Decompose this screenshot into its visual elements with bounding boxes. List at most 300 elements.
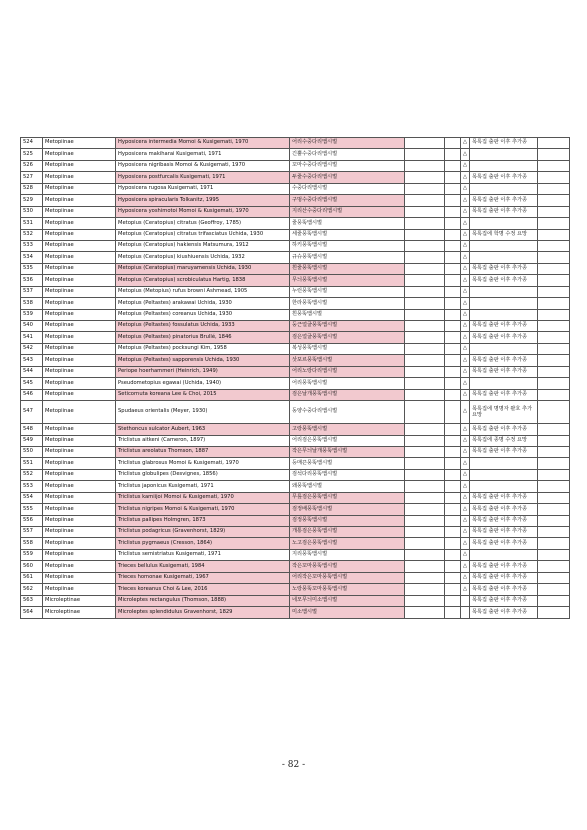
empty-cell: [405, 572, 445, 583]
empty-cell: [538, 206, 570, 217]
empty-cell: [405, 218, 445, 229]
mark-cell: △: [461, 183, 470, 194]
subfamily-cell: Metopiinae: [43, 366, 116, 377]
species-cell: Trieces bellulus Kusigemati, 1984: [116, 561, 290, 572]
mark-cell: △: [461, 401, 470, 424]
korean-name-cell: 고랑뭉뚝맵시벌: [290, 424, 405, 435]
species-cell: Metopius (Ceratopius) maruyamensis Uchida, 1930: [116, 263, 290, 274]
empty-cell: [538, 218, 570, 229]
species-cell: Trieces koreanus Choi & Lee, 2016: [116, 584, 290, 595]
table-row: [21, 366, 570, 377]
korean-name-cell: 검정뭉뚝맵시벌: [290, 515, 405, 526]
mark-cell: △: [461, 446, 470, 457]
subfamily-cell: Metopiinae: [43, 435, 116, 446]
mark-cell: △: [461, 355, 470, 366]
row-number: 554: [21, 492, 43, 503]
mark-cell: △: [461, 481, 470, 492]
table-row: [21, 355, 570, 366]
row-number: 535: [21, 263, 43, 274]
empty-cell: [445, 607, 461, 618]
empty-cell: [405, 458, 445, 469]
note-cell: 목록집 출판 이후 추가종: [470, 195, 538, 206]
empty-cell: [538, 160, 570, 171]
empty-cell: [445, 138, 461, 149]
mark-cell: △: [461, 321, 470, 332]
empty-cell: [538, 389, 570, 400]
row-number: 550: [21, 446, 43, 457]
table-row: [21, 286, 570, 297]
mark-cell: △: [461, 435, 470, 446]
empty-cell: [538, 561, 570, 572]
note-cell: 목록집 출판 이후 추가종: [470, 527, 538, 538]
subfamily-cell: Metopiinae: [43, 561, 116, 572]
korean-name-cell: 수중다리맵시벌: [290, 183, 405, 194]
species-cell: Triclistus glabrosus Momoi & Kusigemati, 1970: [116, 458, 290, 469]
empty-cell: [445, 275, 461, 286]
table-row: [21, 160, 570, 171]
species-cell: Triclistus semistriatus Kusigemati, 1971: [116, 549, 290, 560]
table-row: [21, 206, 570, 217]
table-row: [21, 195, 570, 206]
korean-name-cell: 무늬뭉뚝맵시벌: [290, 275, 405, 286]
empty-cell: [445, 183, 461, 194]
subfamily-cell: Metopiinae: [43, 252, 116, 263]
empty-cell: [538, 538, 570, 549]
empty-cell: [445, 378, 461, 389]
korean-name-cell: 검석다리뭉뚝맵시벌: [290, 469, 405, 480]
table-row: [21, 321, 570, 332]
table-row: [21, 389, 570, 400]
subfamily-cell: Metopiinae: [43, 572, 116, 583]
note-cell: [470, 458, 538, 469]
mark-cell: △: [461, 286, 470, 297]
empty-cell: [538, 275, 570, 286]
korean-name-cell: 흰뭉뚝맵시벌: [290, 309, 405, 320]
table-row: [21, 595, 570, 606]
species-cell: Metopius (Peltastes) sapporensis Uchida, 1930: [116, 355, 290, 366]
species-cell: Hyposicera spiracularis Tolkanitz, 1995: [116, 195, 290, 206]
subfamily-cell: Metopiinae: [43, 389, 116, 400]
note-cell: [470, 481, 538, 492]
empty-cell: [405, 492, 445, 503]
empty-cell: [405, 240, 445, 251]
row-number: 539: [21, 309, 43, 320]
empty-cell: [405, 584, 445, 595]
mark-cell: △: [461, 252, 470, 263]
mark-cell: △: [461, 492, 470, 503]
species-cell: Hyposicera yoshimotoi Momoi & Kusigemati, 1970: [116, 206, 290, 217]
korean-name-cell: 무릎검은뭉뚝맵시벌: [290, 492, 405, 503]
species-cell: Hyposicera nigribasis Momoi & Kusigemati, 1970: [116, 160, 290, 171]
empty-cell: [405, 549, 445, 560]
mark-cell: △: [461, 275, 470, 286]
row-number: 544: [21, 366, 43, 377]
subfamily-cell: Metopiinae: [43, 263, 116, 274]
note-cell: 목록집에 명명자 괄호 추가 요망: [470, 401, 538, 424]
korean-name-cell: 어리노랑다리맵시벌: [290, 366, 405, 377]
subfamily-cell: Metopiinae: [43, 481, 116, 492]
mark-cell: △: [461, 298, 470, 309]
row-number: 532: [21, 229, 43, 240]
row-number: 534: [21, 252, 43, 263]
korean-name-cell: 작은꼬마뭉뚝맵시벌: [290, 561, 405, 572]
note-cell: 목록집 출판 이후 추가종: [470, 389, 538, 400]
row-number: 537: [21, 286, 43, 297]
mark-cell: △: [461, 504, 470, 515]
note-cell: 목록집 출판 이후 추가종: [470, 263, 538, 274]
empty-cell: [538, 183, 570, 194]
subfamily-cell: Metopiinae: [43, 218, 116, 229]
table-row: [21, 515, 570, 526]
row-number: 530: [21, 206, 43, 217]
korean-name-cell: 등매끈뭉뚝맵시벌: [290, 458, 405, 469]
subfamily-cell: Microleptinae: [43, 595, 116, 606]
species-cell: Spudaeus orientalis (Meyer, 1930): [116, 401, 290, 424]
empty-cell: [445, 584, 461, 595]
empty-cell: [405, 538, 445, 549]
empty-cell: [538, 149, 570, 160]
empty-cell: [538, 332, 570, 343]
table-row: [21, 263, 570, 274]
empty-cell: [405, 481, 445, 492]
empty-cell: [538, 195, 570, 206]
note-cell: 목록집에 종명 수정 요망: [470, 435, 538, 446]
korean-name-cell: 어리검은뭉뚝맵시벌: [290, 435, 405, 446]
empty-cell: [445, 298, 461, 309]
empty-cell: [405, 424, 445, 435]
species-cell: Triclistus podagricus (Gravenhorst, 1829): [116, 527, 290, 538]
table-row: [21, 607, 570, 618]
table-row: [21, 275, 570, 286]
species-table: [20, 137, 570, 619]
korean-name-cell: 지리뭉뚝맵시벌: [290, 549, 405, 560]
empty-cell: [445, 229, 461, 240]
mark-cell: △: [461, 515, 470, 526]
row-number: 540: [21, 321, 43, 332]
table-row: [21, 218, 570, 229]
species-cell: Metopius (Metopius) rufus browni Ashmead, 1905: [116, 286, 290, 297]
empty-cell: [445, 389, 461, 400]
species-cell: Metopius (Ceratopius) citratus trifasciatus Uchida, 1930: [116, 229, 290, 240]
species-cell: Triclistus globulipes (Desvignes, 1856): [116, 469, 290, 480]
empty-cell: [445, 252, 461, 263]
mark-cell: △: [461, 343, 470, 354]
species-cell: Metopius (Peltastes) coreanus Uchida, 1930: [116, 309, 290, 320]
species-cell: Metopius (Peltastes) pocksungi Kim, 1958: [116, 343, 290, 354]
korean-name-cell: 한라뭉뚝맵시벌: [290, 298, 405, 309]
korean-name-cell: 노랑뭉뚝꼬마뭉뚝맵시벌: [290, 584, 405, 595]
subfamily-cell: Metopiinae: [43, 401, 116, 424]
mark-cell: △: [461, 263, 470, 274]
subfamily-cell: Metopiinae: [43, 549, 116, 560]
note-cell: [470, 549, 538, 560]
empty-cell: [538, 515, 570, 526]
mark-cell: [461, 607, 470, 618]
empty-cell: [405, 366, 445, 377]
korean-name-cell: 하키뭉뚝맵시벌: [290, 240, 405, 251]
row-number: 536: [21, 275, 43, 286]
note-cell: 목록집에 학명 수정 요망: [470, 229, 538, 240]
empty-cell: [538, 527, 570, 538]
empty-cell: [405, 138, 445, 149]
row-number: 555: [21, 504, 43, 515]
mark-cell: △: [461, 549, 470, 560]
empty-cell: [445, 218, 461, 229]
korean-name-cell: 꼬마수중다리맵시벌: [290, 160, 405, 171]
table-row: [21, 378, 570, 389]
note-cell: [470, 378, 538, 389]
korean-name-cell: 왜뭉뚝맵시벌: [290, 481, 405, 492]
mark-cell: △: [461, 229, 470, 240]
korean-name-cell: 두줄수중다리맵시벌: [290, 172, 405, 183]
table-row: [21, 561, 570, 572]
mark-cell: △: [461, 561, 470, 572]
subfamily-cell: Metopiinae: [43, 504, 116, 515]
species-cell: Periope hoerhammeri (Heinrich, 1949): [116, 366, 290, 377]
mark-cell: △: [461, 218, 470, 229]
subfamily-cell: Metopiinae: [43, 298, 116, 309]
subfamily-cell: Metopiinae: [43, 458, 116, 469]
table-row: [21, 240, 570, 251]
empty-cell: [445, 309, 461, 320]
subfamily-cell: Metopiinae: [43, 309, 116, 320]
note-cell: 목록집 출판 이후 추가종: [470, 206, 538, 217]
row-number: 546: [21, 389, 43, 400]
empty-cell: [538, 607, 570, 618]
empty-cell: [405, 321, 445, 332]
empty-cell: [538, 252, 570, 263]
empty-cell: [445, 240, 461, 251]
empty-cell: [445, 172, 461, 183]
mark-cell: △: [461, 584, 470, 595]
table-row: [21, 401, 570, 424]
table-row: [21, 527, 570, 538]
empty-cell: [405, 527, 445, 538]
row-number: 556: [21, 515, 43, 526]
empty-cell: [445, 343, 461, 354]
empty-cell: [445, 401, 461, 424]
note-cell: 목록집 출판 이후 추가종: [470, 355, 538, 366]
table-row: [21, 343, 570, 354]
table-row: [21, 538, 570, 549]
korean-name-cell: 검정배뭉뚝맵시벌: [290, 504, 405, 515]
empty-cell: [445, 469, 461, 480]
empty-cell: [538, 321, 570, 332]
species-cell: Metopius (Peltastes) arakawai Uchida, 1930: [116, 298, 290, 309]
empty-cell: [445, 446, 461, 457]
row-number: 533: [21, 240, 43, 251]
empty-cell: [445, 195, 461, 206]
species-cell: Microleptes splendidulus Gravenhorst, 1829: [116, 607, 290, 618]
empty-cell: [538, 446, 570, 457]
mark-cell: △: [461, 195, 470, 206]
row-number: 547: [21, 401, 43, 424]
row-number: 553: [21, 481, 43, 492]
row-number: 543: [21, 355, 43, 366]
note-cell: [470, 149, 538, 160]
note-cell: 목록집 출판 이후 추가종: [470, 572, 538, 583]
korean-name-cell: 삿포르뭉뚝맵시벌: [290, 355, 405, 366]
empty-cell: [538, 492, 570, 503]
table-row: [21, 252, 570, 263]
korean-name-cell: 노고검은뭉뚝맵시벌: [290, 538, 405, 549]
row-number: 561: [21, 572, 43, 583]
table-row: [21, 446, 570, 457]
korean-name-cell: 줄뭉뚝맵시벌: [290, 218, 405, 229]
empty-cell: [445, 538, 461, 549]
empty-cell: [405, 504, 445, 515]
empty-cell: [538, 435, 570, 446]
empty-cell: [405, 149, 445, 160]
note-cell: [470, 298, 538, 309]
subfamily-cell: Metopiinae: [43, 321, 116, 332]
empty-cell: [405, 298, 445, 309]
note-cell: 목록집 출판 이후 추가종: [470, 366, 538, 377]
row-number: 529: [21, 195, 43, 206]
species-cell: Metopius (Ceratopius) kiushiuensis Uchida, 1932: [116, 252, 290, 263]
empty-cell: [538, 138, 570, 149]
species-cell: Triclistus areolatus Thomson, 1887: [116, 446, 290, 457]
empty-cell: [538, 481, 570, 492]
empty-cell: [445, 561, 461, 572]
note-cell: 목록집 출판 이후 추가종: [470, 172, 538, 183]
mark-cell: △: [461, 172, 470, 183]
subfamily-cell: Metopiinae: [43, 195, 116, 206]
row-number: 542: [21, 343, 43, 354]
note-cell: 목록집 출판 이후 추가종: [470, 515, 538, 526]
subfamily-cell: Metopiinae: [43, 515, 116, 526]
empty-cell: [538, 549, 570, 560]
species-cell: Triclistus kamiijoi Momoi & Kusigemati, 1970: [116, 492, 290, 503]
empty-cell: [445, 549, 461, 560]
mark-cell: △: [461, 424, 470, 435]
row-number: 531: [21, 218, 43, 229]
empty-cell: [538, 366, 570, 377]
table-row: [21, 183, 570, 194]
empty-cell: [538, 584, 570, 595]
table-row: [21, 172, 570, 183]
species-cell: Hyposicera postfurcalis Kusigemati, 1971: [116, 172, 290, 183]
empty-cell: [405, 275, 445, 286]
species-cell: Seticornuta koreana Lee & Choi, 2015: [116, 389, 290, 400]
empty-cell: [445, 458, 461, 469]
korean-name-cell: 복성뭉뚝맵시벌: [290, 343, 405, 354]
empty-cell: [405, 389, 445, 400]
korean-name-cell: 어리뭉뚝맵시벌: [290, 378, 405, 389]
empty-cell: [445, 355, 461, 366]
empty-cell: [405, 263, 445, 274]
species-cell: Stethoncus sulcator Aubert, 1963: [116, 424, 290, 435]
mark-cell: △: [461, 469, 470, 480]
empty-cell: [445, 515, 461, 526]
species-cell: Microleptes rectangulus (Thomson, 1888): [116, 595, 290, 606]
species-cell: Triclistus aitkeni (Cameron, 1897): [116, 435, 290, 446]
row-number: 563: [21, 595, 43, 606]
subfamily-cell: Metopiinae: [43, 527, 116, 538]
row-number: 552: [21, 469, 43, 480]
korean-name-cell: 동양수중다리맵시벌: [290, 401, 405, 424]
subfamily-cell: Metopiinae: [43, 355, 116, 366]
note-cell: 목록집 출판 이후 추가종: [470, 138, 538, 149]
subfamily-cell: Metopiinae: [43, 172, 116, 183]
empty-cell: [405, 469, 445, 480]
note-cell: 목록집 출판 이후 추가종: [470, 538, 538, 549]
subfamily-cell: Metopiinae: [43, 149, 116, 160]
empty-cell: [405, 378, 445, 389]
empty-cell: [538, 378, 570, 389]
mark-cell: △: [461, 527, 470, 538]
table-row: [21, 298, 570, 309]
table-row: [21, 572, 570, 583]
korean-name-cell: 검은날개뭉뚝맵시벌: [290, 389, 405, 400]
empty-cell: [405, 343, 445, 354]
empty-cell: [538, 401, 570, 424]
empty-cell: [445, 527, 461, 538]
note-cell: 목록집 출판 이후 추가종: [470, 595, 538, 606]
page-number: - 82 -: [281, 760, 306, 770]
subfamily-cell: Metopiinae: [43, 378, 116, 389]
korean-name-cell: 개통검은뭉뚝맵시벌: [290, 527, 405, 538]
korean-name-cell: 둥근얼굴뭉뚝맵시벌: [290, 321, 405, 332]
empty-cell: [405, 561, 445, 572]
korean-name-cell: 작은무늬날개뭉뚝맵시벌: [290, 446, 405, 457]
table-row: [21, 229, 570, 240]
empty-cell: [405, 607, 445, 618]
empty-cell: [445, 160, 461, 171]
table-row: [21, 332, 570, 343]
species-cell: Triclistus japonicus Kusigemati, 1971: [116, 481, 290, 492]
note-cell: [470, 286, 538, 297]
empty-cell: [445, 504, 461, 515]
species-cell: Triclistus pallipes Holmgren, 1873: [116, 515, 290, 526]
species-cell: Metopius (Peltastes) pinatorius Brullé, 1846: [116, 332, 290, 343]
note-cell: 목록집 출판 이후 추가종: [470, 321, 538, 332]
note-cell: [470, 240, 538, 251]
species-cell: Triclistus pygmaeus (Cresson, 1864): [116, 538, 290, 549]
note-cell: [470, 218, 538, 229]
empty-cell: [405, 183, 445, 194]
empty-cell: [538, 309, 570, 320]
empty-cell: [405, 446, 445, 457]
empty-cell: [538, 572, 570, 583]
note-cell: [470, 183, 538, 194]
note-cell: [470, 160, 538, 171]
mark-cell: △: [461, 572, 470, 583]
note-cell: 목록집 출판 이후 추가종: [470, 607, 538, 618]
empty-cell: [445, 149, 461, 160]
mark-cell: △: [461, 378, 470, 389]
empty-cell: [538, 595, 570, 606]
note-cell: 목록집 출판 이후 추가종: [470, 492, 538, 503]
row-number: 541: [21, 332, 43, 343]
empty-cell: [538, 229, 570, 240]
korean-name-cell: 구멍수중다리맵시벌: [290, 195, 405, 206]
table-row: [21, 549, 570, 560]
note-cell: 목록집 출판 이후 추가종: [470, 446, 538, 457]
empty-cell: [445, 366, 461, 377]
table-row: [21, 492, 570, 503]
species-cell: Pseudometopius egawai (Uchida, 1940): [116, 378, 290, 389]
korean-name-cell: 네모무늬미소맵시벌: [290, 595, 405, 606]
empty-cell: [445, 435, 461, 446]
note-cell: 목록집 출판 이후 추가종: [470, 584, 538, 595]
korean-name-cell: 규슈뭉뚝맵시벌: [290, 252, 405, 263]
empty-cell: [405, 355, 445, 366]
row-number: 524: [21, 138, 43, 149]
subfamily-cell: Metopiinae: [43, 275, 116, 286]
mark-cell: △: [461, 458, 470, 469]
korean-name-cell: 세줄뭉뚝맵시벌: [290, 229, 405, 240]
